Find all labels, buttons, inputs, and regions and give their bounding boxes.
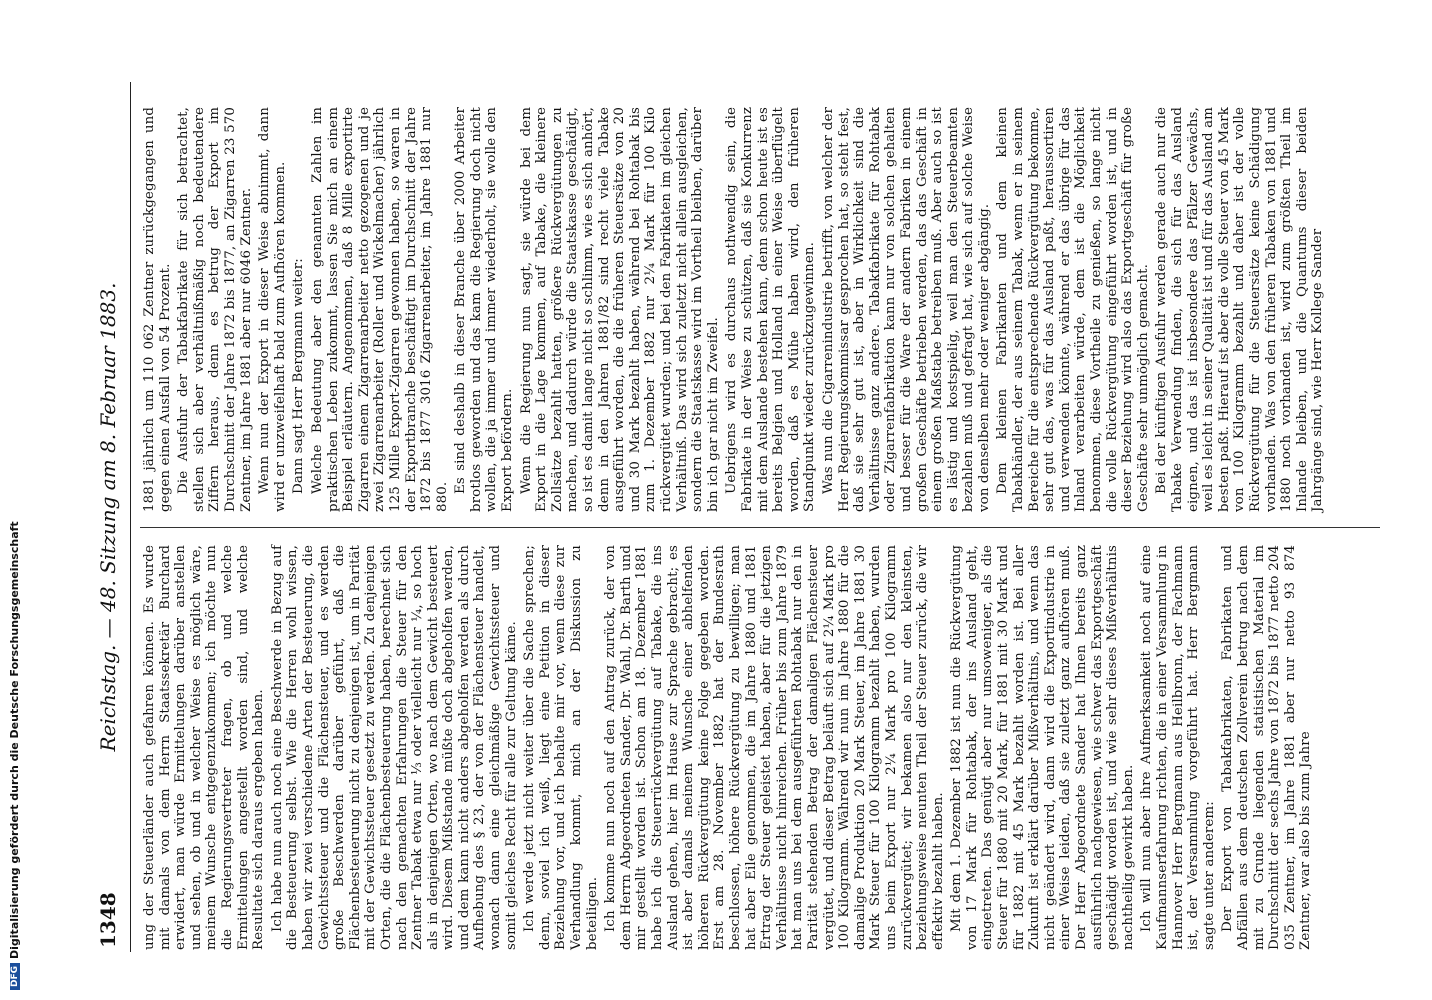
paragraph: Was nun die Cigarrenindustrie betrifft, von welcher der Herr Regierungskommissar gesprochen hat, so steht fest, daß sie sehr gut ist, aber in Wirklichkeit sind die Verhältnisse ganz andere. Tabakfabrikate für Rohtabak oder Zigarrenfabrikation kann nur von solchen gehalten und besser für die Ware der andern Fabriken in einem großen Geschäfte betrieben werden, das das Geschäft in einem großen Maßstabe betreiben muß. Aber auch so ist es lästig und kostspielig, weil man den Steuerbeamten bezahlen muß und gefragt hat, wie sich auf solche Weise von denselben mehr oder weniger abgängig. bbox=[820, 107, 992, 512]
paragraph: Ich habe nun auch noch eine Beschwerde in Bezug auf die Besteuerung selbst. Wie die Herren wohl wissen, haben wir zwei verschiedene Arten der Besteuerung, die Gewichtssteuer und die Flächensteuer, und es werden große Beschwerden darüber geführt, daß die Flächenbesteuerung nicht zu denjenigen ist, um in Parität mit der Gewichtssteuer gesetzt zu werden. Zu denjenigen Orten, die die Flächenbesteuerung haben, berechnet sich nach den gemachten Erfahrungen die Steuer für den Zentner Tabak etwa nur ⅓ oder vielleicht nur ¼, so hoch als in denjenigen Orten, wo nach dem Gewicht besteuert wird. Diesem Mißstande müßte doch abgeholfen werden, und dem kann nicht anders abgeholfen werden als durch Aufhebung des § 23, der von der Flächensteuer handelt, wonach dann eine gleichmäßige Gewichtssteuer und somit gleiches Recht für alle zur Geltung käme. bbox=[269, 545, 519, 950]
paragraph: 1881 jährlich um 110 062 Zentner zurückgegangen und gegen einen Ausfall von 54 Prozent. bbox=[142, 107, 173, 512]
running-title: Reichstag. — 48. Sitzung am 8. Februar 1883. bbox=[96, 282, 120, 752]
paragraph: Ich werde jetzt nicht weiter über die Sache sprechen; denn, soviel ich weiß, liegt eine Petition in dieser Beziehung vor, und ich behalte mir vor, wenn diese zur Verhandlung kommt, mich an der Diskussion zu beteiligen. bbox=[522, 545, 600, 950]
scanned-page bbox=[90, 82, 1390, 952]
paragraph: Ich komme nun noch auf den Antrag zurück, der von dem Herrn Abgeordneten Sander, Dr. Wahl, Dr. Barth und mir gestellt worden ist. Schon am 18. Dezember 1881 habe ich die Steuerrückvergütung auf Tabake, die ins Ausland gehen, hier im Hause zur Sprache gebracht; es ist aber damals meinem Wunsche einer abhelfenden höheren Rückvergütung keine Folge gegeben worden. Erst am 28. November 1882 hat der Bundesrath beschlossen, höhere Rückvergütung zu bewilligen; man hat aber Eile genommen, die im Jahre 1880 und 1881 Ertrag der Steuer geleistet haben, aber für die jetzigen Verhältnisse nicht hinreichen. Früher bis zum Jahre 1879 hat man uns bei dem ausgeführten Rohtabak nur den in Parität stehenden Betrag der damaligen Flächensteuer vergütet, und dieser Betrag beläuft sich auf 2¼ Mark pro 100 Kilogramm. Während wir nun im Jahre 1880 für die damalige Produktion 20 Mark Steuer, im Jahre 1881 30 Mark Steuer für 100 Kilogramm bezahlt haben, wurden uns beim Export nur 2¼ Mark pro 100 Kilogramm zurückvergütet; wir bekamen also nur den kleinsten, beziehungsweise neunten Theil der Steuer zurück, die wir effektiv bezahlt haben. bbox=[603, 545, 946, 950]
paragraph: Dann sagt Herr Bergmann weiter: bbox=[291, 258, 307, 494]
sidenote-text-wrap bbox=[8, 521, 21, 990]
paragraph: Der Export von Tabakfabrikaten, Fabrikaten und Abfällen aus dem deutschen Zollverein betrug nach dem mit zu Grunde liegenden statistischen Material im Durchschnitt der sechs Jahre von 1872 bis 1877 netto 204 035 Zentner, im Jahre 1881 aber nur netto 93 874 Zentner, war also bis zum Jahre bbox=[1220, 545, 1314, 950]
paragraph: Die Ausfuhr der Tabakfabrikate für sich betrachtet, stellen sich aber verhältnißmäßig noch bedeutendere Ziffern heraus, denn es betrug der Export im Durchschnitt der Jahre 1872 bis 1877, an Zigarren 23 570 Zentner, im Jahre 1881 aber nur 6046 Zentner. bbox=[176, 107, 254, 512]
rotated-page-content bbox=[90, 82, 1390, 952]
column-divider bbox=[140, 527, 1380, 528]
paragraph: Mit dem 1. Dezember 1882 ist nun die Rückvergütung von 17 Mark für Rohtabak, der ins Ausland geht, eingetreten. Das genügt aber nur umsoweniger, als die Steuer für 1880 mit 20 Mark, für 1881 mit 30 Mark und für 1882 mit 45 Mark bezahlt worden ist. Bei aller Zukunft ist erklärt darüber Mißverhältnis, und wenn das nicht geändert wird, dann wird die Exportindustrie in einer Weise leiden, daß sie zuletzt ganz aufhören muß. Der Herr Abgeordnete Sander hat Ihnen bereits ganz ausführlich nachgewiesen, wie schwer das Exportgeschäft geschädigt worden ist, und wie sehr dieses Mißverhältnis nachtheilig gewirkt haben. bbox=[949, 545, 1136, 950]
digitization-sidenote bbox=[0, 0, 40, 1000]
page-number: 1348 bbox=[96, 892, 120, 948]
paragraph: Wenn die Regierung nun sagt, sie würde bei dem Export in die Lage kommen, auf Tabake, die kleinere Zollsätze bezahlt hatten, größere Rückvergütungen zu machen, und dadurch würde die Staatskasse geschädigt, so ist es damit lange nicht so schlimm, wie es sich anhört, denn in den Jahren 1881/82 sind recht viele Tabake ausgeführt worden, die die früheren Steuersätze von 20 und 30 Mark bezahlt haben, während bei Rohtabak bis zum 1. Dezember 1882 nur 2¼ Mark für 100 Kilo rückvergütet wurden; und bei den Fabrikaten im gleichen Verhältniß. Das wird sich zuletzt nicht allein ausgleichen, sondern die Staatskasse wird im Vortheil bleiben, darüber bin ich gar nicht im Zweifel. bbox=[518, 107, 721, 512]
paragraph: Uebrigens wird es durchaus nothwendig sein, die Fabrikate in der Weise zu schützen, daß sie Konkurrenz mit dem Auslande bestehen kann, denn schon heute ist es bereits Belgien und Holland in einer Weise überflügelt worden, daß es Mühe haben wird, den früheren Standpunkt wieder zurückzugewinnen. bbox=[724, 107, 818, 512]
paragraph: Es sind deshalb in dieser Branche über 2000 Arbeiter brotlos geworden und das kam die Regierung doch nicht wollen, die ja immer und immer wiederholt, sie wolle den Export befördern. bbox=[453, 107, 516, 512]
paragraph: Wenn nun der Export in dieser Weise abnimmt, dann wird er unzweifelhaft bald zum Aufhören kommen. bbox=[257, 107, 288, 512]
left-column bbox=[142, 545, 1382, 950]
paragraph: Bei der künftigen Ausfuhr werden gerade auch nur die Tabake Verwendung finden, die sich für das Ausland eignen, und das ist insbesondere das Pfälzer Gewächs, weil es leicht in seiner Qualität ist und für das Ausland am besten paßt. Hierauf ist aber die volle Steuer von 45 Mark von 100 Kilogramm bezahlt und daher ist der volle Rückvergütung für die Steuersätze keine Schädigung vorhanden. Was von den früheren Tabaken von 1881 und 1880 noch vorhanden ist, wird zum größten Theil im Inlande bleiben, und die Quantums dieser beiden Jahrgänge sind, wie Herr Kollege Sander bbox=[1154, 107, 1326, 512]
paragraph: Dem kleinen Fabrikanten und dem kleinen Tabakhändler, der aus seinem Tabak, wenn er in seinem Bereiche für die entsprechende Rückvergütung bekomme, sehr gut das, was für das Ausland paßt, heraussortiren und verwenden könnte, während er das übrige für das Inland verarbeiten würde, dem ist die Möglichkeit benommen, diese Vortheile zu genießen, so lange nicht die volle Rückvergütung eingeführt worden ist, und in dieser Beziehung wird also das Exportgeschäft für große Geschäfte sehr unmöglich gemacht. bbox=[995, 107, 1151, 512]
paragraph: ung der Steuerländer auch gefahren können. Es wurde mit damals von dem Herrn Staatssekretär Burchard erwidert, man würde Ermittelungen darüber anstellen und sehen, ob und in welcher Weise es möglich wäre, meinem Wunsche entgegenzukommen; ich möchte nun die Regierungsvertreter fragen, ob und welche Ermittelungen angestellt worden sind, und welche Resultate sich daraus ergeben haben. bbox=[142, 545, 267, 950]
right-column bbox=[142, 107, 1382, 512]
dfg-logo: DFG bbox=[10, 963, 20, 990]
page-header bbox=[90, 82, 131, 952]
sidenote-text: Digitalisierung gefördert durch die Deutsche Forschungsgemeinschaft bbox=[8, 521, 21, 959]
paragraph: Ich will nun aber ihre Aufmerksamkeit noch auf eine Kaufmannserfahrung richten, die in einer Versammlung in Hannover Herr Bergmann aus Heilbronn, der Fachmann ist, der Versammlung vorgeführt hat. Herr Bergmann sagte unter anderem: bbox=[1139, 545, 1217, 950]
paragraph: Welche Bedeutung aber den genannten Zahlen im praktischen Leben zukommt, lassen Sie mich an einem Beispiel erläutern. Angenommen, daß 8 Mille exportirte Zigarren einem Zigarrenarbeiter netto gezogenen und je zwei Zigarrenarbeiter (Roller und Wickelmacher) jährlich 125 Mille Export-Zigarren gewonnen haben, so waren in der Exportbranche beschäftigt im Durchschnitt der Jahre 1872 bis 1877 3016 Zigarrenarbeiter, im Jahre 1881 nur 880. bbox=[309, 107, 450, 512]
